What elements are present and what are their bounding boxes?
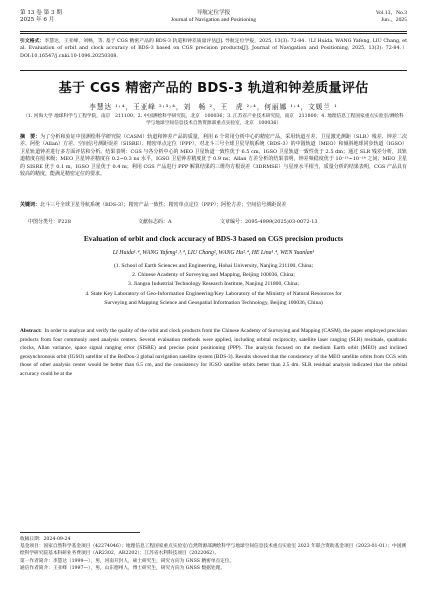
journal-header	[20, 10, 407, 30]
header-date-en: Jun.，2025	[381, 17, 407, 23]
citation-label: 引文格式：	[20, 38, 45, 44]
en-affiliations	[30, 262, 397, 308]
cn-abstract-label: 摘 要：	[20, 134, 41, 140]
header-volume-en-block	[376, 10, 407, 24]
header-volume-cn: 第 13 卷 第 3 期	[20, 10, 62, 16]
header-rule-thin	[20, 33, 407, 34]
clc-number: 中图分类号：P228	[28, 219, 71, 225]
citation-text: 李慧达，王亚峰，刘畅，等. 基于 CGS 精密产品的 BDS-3 轨道和钟差质量评估[J]. 导航定位学报，2025, 13(3): 72-84.（LI Huida, WANG Yafeng, LIU Chang, et al. Evaluation of orbit and clock accuracy of BDS-3 based on CGS precision products[J]. Journal of Navigation and Positioning, 2025, 13(3): 72-84.）DOI:10.16547/j.cnki.10-1096.20250308.	[20, 39, 407, 59]
en-affiliation-3: 3. Jiangsu Industrial Technology Research Institute, Nanjing 211800, China;	[128, 281, 299, 288]
cn-abstract	[20, 134, 407, 178]
en-affiliation-2: 2. Chinese Academy of Surveying and Mapping, Beijing 100036, China;	[132, 272, 295, 279]
footnote-fund: 基金项目：国家自然科学基金项目（42274046）；地理信息工程国家重点实验室/自然资源部测绘科学与地球空间信息技术重点实验室 2023 年联合资助基金项目（2023-01-01）；中国测绘科学研究院基本科研业务费项目（AR2302，AR2202）；江苏省水利科技项目（2022062）。	[20, 544, 407, 557]
footnote-first-author: 第一作者简介：李慧达（1999—），男，河南开封人，硕士研究生，研究方向为 GNSS 精密单点定位。	[20, 558, 235, 564]
en-abstract-text: In order to analyze and verify the quality of the orbit and clock products from the Chinese Academy of Surveying and Mapping (CASM), the paper employed precision products from four commonly used analysis centers. Several evaluation methods were applied, including orbital reciprocity, satellite laser ranging (SLR) residuals, quadratic clocks, Allan variance, space signal ranging error (SISRE) and precise point positioning (PPP). The analysis focused on the medium Earth orbit (MEO) and inclined geosynchronous orbit (IGSO) satellite of the BeiDou-3 global navigation satellite system (BDS-3). Results showed that the consistency of the MEO satellite orbits from CGS with those of other analysis center would be better than 6.5 cm, and the consistency for IGSO satellite orbits better than 2.5 dm. SLR residual analysis indicated that the orbital accuracy could be at the	[20, 328, 407, 377]
footnote-received: 收稿日期：2024-09-24	[20, 537, 71, 542]
en-affiliation-4: 4. State Key Laboratory of Geo-Information Engineering/Key Laboratory of the Ministry of Natural Resources for	[85, 290, 342, 297]
footnote-corresponding-author: 通信作者简介：王亚峰（1997—），男，山东德州人，博士研究生，研究方向为 GNSS 数据处理。	[20, 565, 225, 571]
en-abstract	[20, 327, 407, 379]
footnote-rule	[20, 532, 140, 533]
en-abstract-label: Abstract:	[20, 328, 42, 334]
citation-rule	[20, 70, 407, 71]
header-journal-cn: 导航定位学报	[196, 10, 231, 16]
en-affiliation-4-cont: Surveying and Mapping Science and Geospatial Information Technology, Beijing 100036, China)	[104, 299, 323, 306]
header-journal	[20, 10, 407, 24]
cn-keywords	[20, 202, 407, 209]
document-code: 文献标志码：A	[138, 219, 172, 225]
header-rule	[20, 31, 407, 32]
cn-abstract-text: 为了分析和验证中国测绘科学研究院（CASM）轨道和钟差产品的质量，利用 6 个常用分析中心的精密产品，采用轨道互差、卫星激光测距（SLR）残差、钟差二次差、阿伦（Allan）方差、空间信号测距误差（SISRE）、精密单点定位（PPP），对北斗三号全球卫星导航系统（BDS-3）的中圆轨道（MEO）和倾斜地球同步轨道（IGSO）卫星轨道钟差进行多方面评估和分析。结果表明：CGS 与各分析中心的 MEO 卫星轨道一致性优于 6.5 cm，IGSO 卫星轨道一致性优于 2.5 dm；通过 SLR 残差分析，其轨道精度在厘米级；MEO 卫星钟差精度在 0.2~0.3 ns 水平，IGSO 卫星钟差精度优于 0.9 ns；Allan 方差分析的结果表明，钟差频稳度优于 10⁻¹³~10⁻¹⁴ 之间；MEO 卫星的 SISRE 优于 0.1 m，IGSO 卫星优于 0.4 m；利用 CGS 产品进行 PPP 解算结果的三维均方根误差（3DRMSE）与星座水平相当，质量分析的结果表明，CGS 产品具有较高的精度，能满足精密定位的要求。	[20, 134, 407, 178]
article-number: 文章编号：2095-4999(2025)03-0072-13	[220, 219, 318, 225]
cn-authors: 李慧达 ¹˒⁴，王亚峰 ²˒³˒⁴，刘 畅 ²，王 虎 ²˒⁴，何丽娜 ¹˒⁴，文媛兰 ¹	[89, 103, 338, 111]
en-authors: LI Huida¹˒⁴, WANG Yafeng²˒³˒⁴, LIU Chang², WANG Hu²˒⁴, HE Lina¹˒⁴, WEN Yuanlan¹	[112, 250, 315, 256]
citation-block	[20, 38, 407, 60]
cn-keywords-label: 关键词：	[20, 202, 41, 208]
cn-title: 基于 CGS 精密产品的 BDS-3 轨道和钟差质量评估	[58, 81, 369, 96]
cn-affiliations: （1. 河海大学 地球科学与工程学院，南京 211100；2. 中国测绘科学研究院，北京 100036；3. 江苏省产业技术研究院，南京 211800；4. 地理信息工程国家重点实验室/测绘科学与地球空间信息技术自然资源部重点实验室，北京 100036）	[23, 114, 404, 126]
en-title: Evaluation of orbit and clock accuracy of BDS-3 based on CGS precision products	[83, 234, 344, 243]
header-date-cn: 2025 年 6 月	[20, 17, 55, 23]
en-affiliation-1: (1. School of Earth Sciences and Engineering, Hohai University, Nanjing 211100, China;	[113, 263, 314, 269]
cn-keywords-text: 北斗三号全球卫星导航系统（BDS-3）；精密产品一致性；精密单点定位（PPP）；阿伦方差；空间信号测距误差	[40, 202, 287, 208]
header-journal-en: Journal of Navigation and Positioning	[170, 17, 257, 23]
header-volume-en: Vol.13，No.3	[375, 10, 407, 16]
footnotes	[20, 536, 407, 572]
